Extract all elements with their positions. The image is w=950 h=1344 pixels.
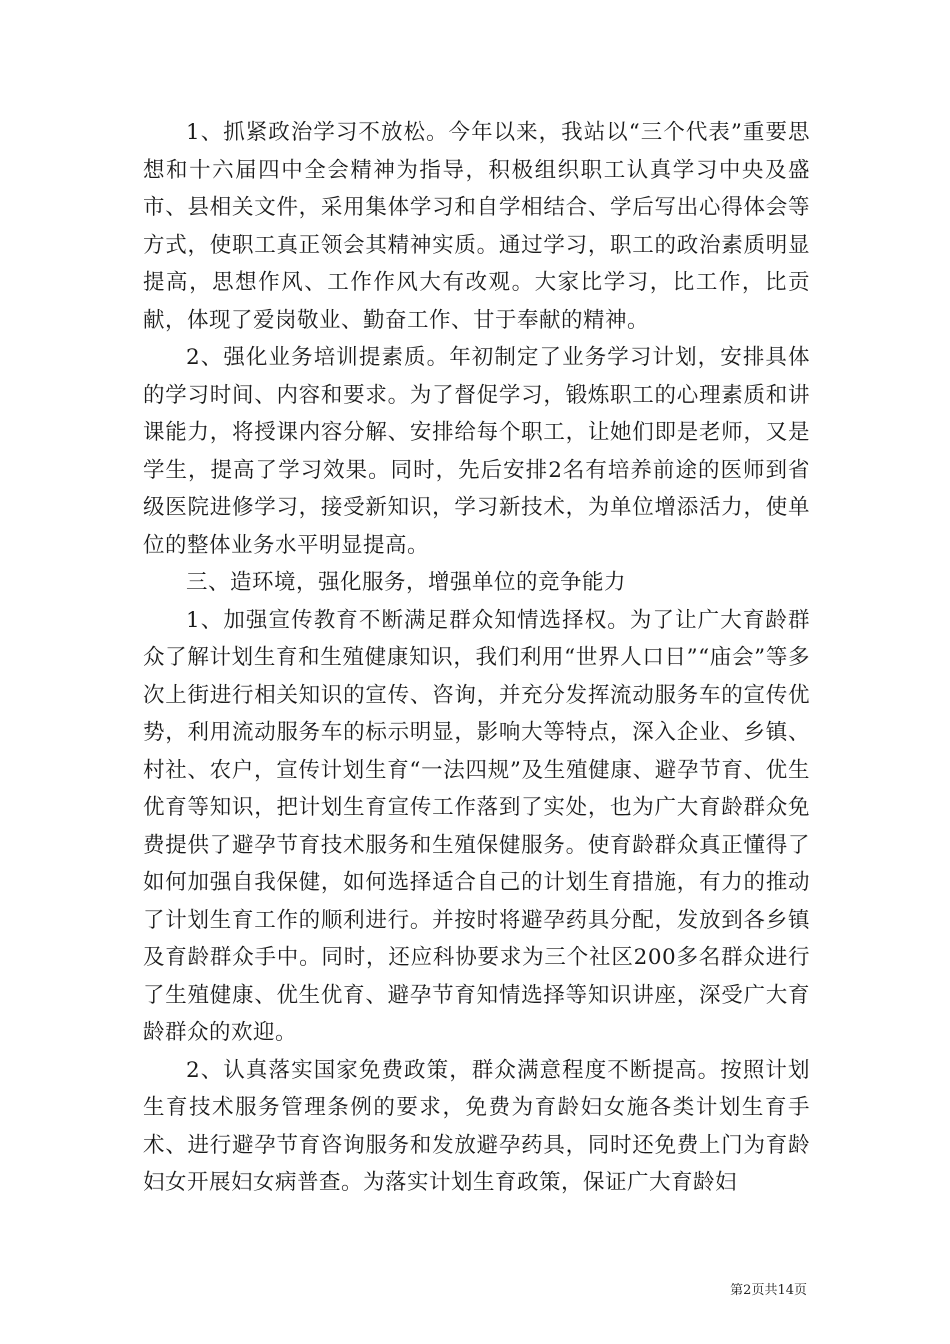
page-number-footer: 第2页共14页 — [730, 1283, 807, 1298]
section-heading-environment: 三、造环境，强化服务，增强单位的竞争能力 — [186, 570, 627, 595]
paragraph-political-study: 1、抓紧政治学习不放松。今年以来，我站以“三个代表”重要思想和十六届四中全会精神为指导，积极组织职工认真学习中央及盛市、县相关文件，采用集体学习和自学相结合、学后写出心得体会等方式，使职工真正领会其精神实质。通过学习，职工的政治素质明显提高，思想作风、工作作风大有改观。大家比学习，比工作，比贡献，体现了爱岗敬业、勤奋工作、甘于奉献的精神。 — [143, 120, 810, 333]
paragraph-free-policy: 2、认真落实国家免费政策，群众满意程度不断提高。按照计划生育技术服务管理条例的要求，免费为育龄妇女施各类计划生育手术、进行避孕节育咨询服务和发放避孕药具，同时还免费上门为育龄妇女开展妇女病普查。为落实计划生育政策，保证广大育龄妇 — [143, 1057, 810, 1195]
paragraph-business-training: 2、强化业务培训提素质。年初制定了业务学习计划，安排具体的学习时间、内容和要求。为了督促学习，锻炼职工的心理素质和讲课能力，将授课内容分解、安排给每个职工，让她们即是老师，又是学生，提高了学习效果。同时，先后安排2名有培养前途的医师到省级医院进修学习，接受新知识，学习新技术，为单位增添活力，使单位的整体业务水平明显提高。 — [143, 345, 810, 558]
document-body — [143, 114, 810, 1202]
paragraph-publicity-education: 1、加强宣传教育不断满足群众知情选择权。为了让广大育龄群众了解计划生育和生殖健康知识，我们利用“世界人口日”“庙会”等多次上街进行相关知识的宣传、咨询，并充分发挥流动服务车的宣传优势，利用流动服务车的标示明显，影响大等特点，深入企业、乡镇、村社、农户，宣传计划生育“一法四规”及生殖健康、避孕节育、优生优育等知识，把计划生育宣传工作落到了实处，也为广大育龄群众免费提供了避孕节育技术服务和生殖保健服务。使育龄群众真正懂得了如何加强自我保健，如何选择适合自己的计划生育措施，有力的推动了计划生育工作的顺利进行。并按时将避孕药具分配，发放到各乡镇及育龄群众手中。同时，还应科协要求为三个社区200多名群众进行了生殖健康、优生优育、避孕节育知情选择等知识讲座，深受广大育龄群众的欢迎。 — [143, 607, 810, 1045]
